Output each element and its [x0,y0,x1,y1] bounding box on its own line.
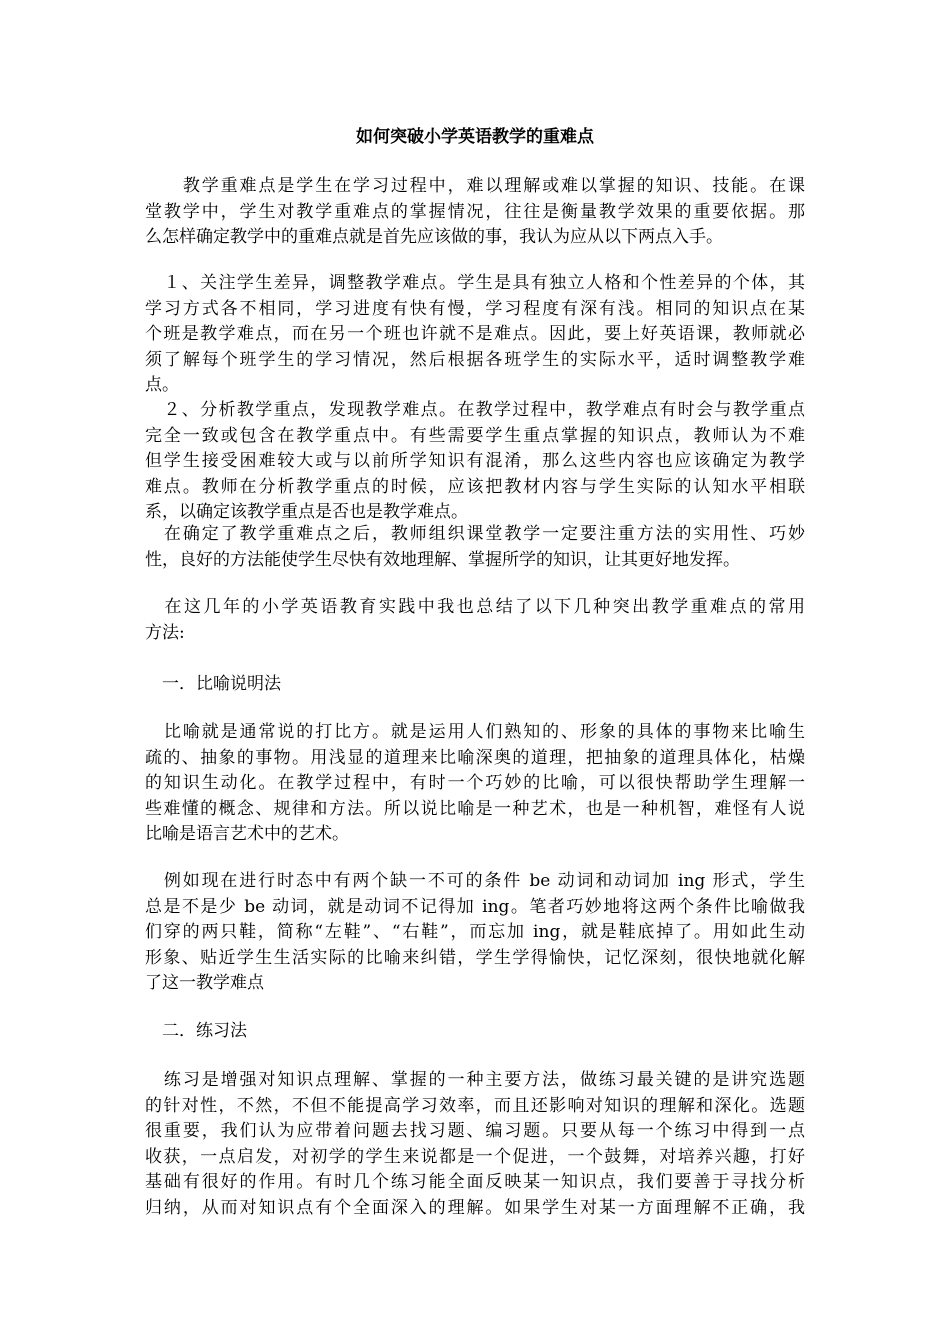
paragraph-methods-intro [145,522,805,573]
paragraph-summary [145,595,805,646]
paragraph-intro [145,174,805,251]
paragraph-metaphor [145,720,805,848]
text-line: 须了解每个班学生的学习情况，然后根据各班学生的实际水平，适时调整教学难 [145,349,805,370]
text-line: ２、分析教学重点，发现教学难点。在教学过程中，教学难点有时会与教学重点 [145,400,805,420]
document-title: 如何突破小学英语教学的重难点 [356,127,594,147]
text-line: 收获，一点启发，对初学的学生来说都是一个促进，一个鼓舞，对培养兴趣，打好 [145,1146,805,1167]
heading-line: 一．比喻说明法 [145,674,281,694]
text-line: 的针对性，不然，不但不能提高学习效率，而且还影响对知识的理解和深化。选题 [145,1095,805,1116]
text-line: 们穿的两只鞋，简称“左鞋”、“右鞋”，而忘加 ing，就是鞋底掉了。用如此生动 [145,922,805,943]
text-line: 形象、贴近学生生活实际的比喻来纠错，学生学得愉快，记忆深刻，很快地就化解 [145,947,805,968]
text-line: 完全一致或包含在教学重点中。有些需要学生重点掌握的知识点，教师认为不难 [145,425,805,446]
paragraph-practice [145,1068,805,1222]
text-line: 点。 [145,375,179,396]
text-line: 在确定了教学重难点之后，教师组织课堂教学一定要注重方法的实用性、巧妙 [145,524,805,544]
text-line: １、关注学生差异，调整教学难点。学生是具有独立人格和个性差异的个体，其 [145,273,805,293]
text-line: 性，良好的方法能使学生尽快有效地理解、掌握所学的知识，让其更好地发挥。 [145,549,740,570]
text-line: 疏的、抽象的事物。用浅显的道理来比喻深奥的道理，把抽象的道理具体化，枯燥 [145,747,805,768]
text-line: 练习是增强对知识点理解、掌握的一种主要方法，做练习最关键的是讲究选题 [145,1070,805,1090]
text-line: 系，以确定该教学重点是否也是教学难点。 [145,502,468,523]
text-line: 学习方式各不相同，学习进度有快有慢，学习程度有深有浅。相同的知识点在某 [145,298,805,319]
text-line: 很重要，我们认为应带着问题去找习题、编习题。只要从每一个练习中得到一点 [145,1121,805,1142]
text-line: 例如现在进行时态中有两个缺一不可的条件 be 动词和动词加 ing 形式，学生 [145,871,805,891]
text-line: 总是不是少 be 动词，就是动词不记得加 ing。笔者巧妙地将这两个条件比喻做我 [145,896,805,917]
text-line: 了这一教学难点 [145,973,264,994]
text-line: 堂教学中，学生对教学重难点的掌握情况，往往是衡量教学效果的重要依据。那 [145,201,805,222]
text-line: 难点。教师在分析教学重点的时候，应该把教材内容与学生实际的认知水平相联 [145,476,805,497]
text-line: 比喻是语言艺术中的艺术。 [145,824,349,845]
text-line: 比喻就是通常说的打比方。就是运用人们熟知的、形象的具体的事物来比喻生 [145,722,805,742]
text-line: 方法: [145,622,185,643]
section-heading-metaphor [145,672,805,698]
paragraph-point-2 [145,398,805,526]
text-line: 归纳，从而对知识点有个全面深入的理解。如果学生对某一方面理解不正确，我 [145,1197,805,1218]
paragraph-example [145,869,805,997]
paragraph-point-1 [145,271,805,399]
text-line: 但学生接受困难较大或与以前所学知识有混淆，那么这些内容也应该确定为教学 [145,451,805,472]
text-line: 的知识生动化。在教学过程中，有时一个巧妙的比喻，可以很快帮助学生理解一 [145,773,805,794]
text-line: 些难懂的概念、规律和方法。所以说比喻是一种艺术，也是一种机智，难怪有人说 [145,798,805,819]
text-line: 个班是教学难点，而在另一个班也许就不是难点。因此，要上好英语课，教师就必 [145,324,805,345]
text-line: 么怎样确定教学中的重难点就是首先应该做的事，我认为应从以下两点入手。 [145,227,723,248]
text-line: 基础有很好的作用。有时几个练习能全面反映某一知识点，我们要善于寻找分析 [145,1172,805,1193]
text-line: 教学重难点是学生在学习过程中，难以理解或难以掌握的知识、技能。在课 [145,176,805,196]
section-heading-practice [145,1019,805,1045]
text-line: 在这几年的小学英语教育实践中我也总结了以下几种突出教学重难点的常用 [145,597,805,617]
heading-line: 二．练习法 [145,1021,247,1041]
